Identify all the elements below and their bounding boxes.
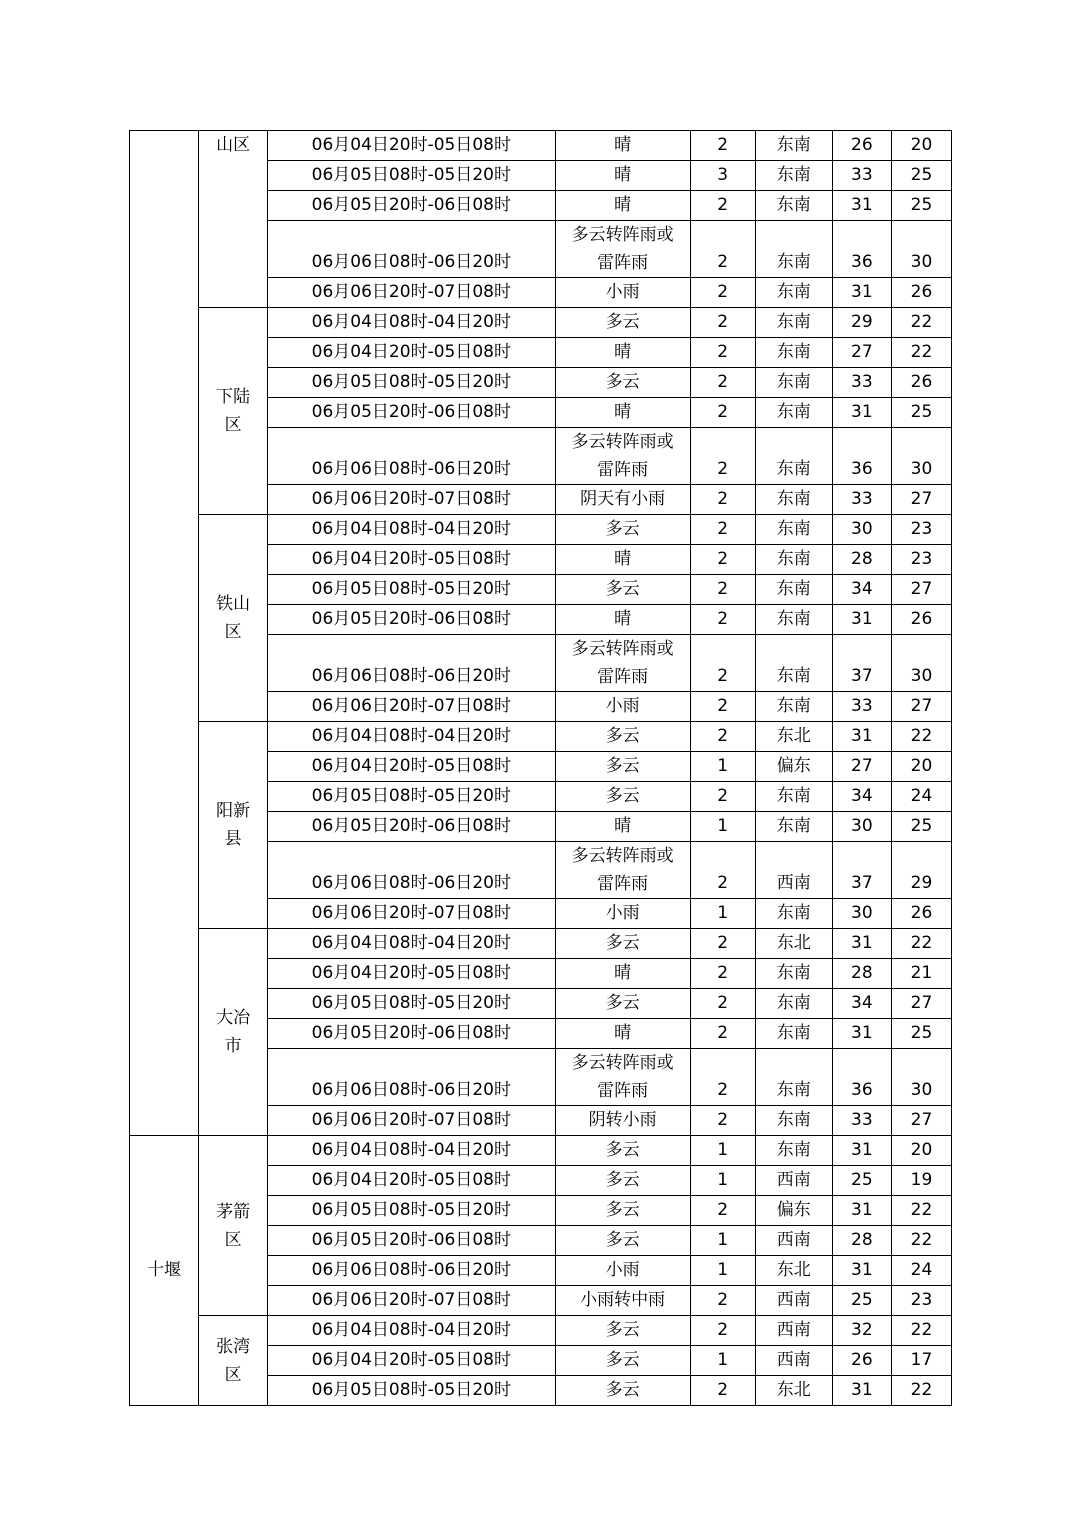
weather-cell [555, 1049, 690, 1106]
weather-cell: 晴 [555, 959, 690, 989]
time-period-cell: 06月04日20时-05日08时 [268, 1346, 555, 1376]
weather-label: 多云转阵雨或 [571, 639, 674, 659]
low-temp-cell: 27 [891, 989, 951, 1019]
weather-cell: 多云 [555, 1196, 690, 1226]
wind-direction-cell: 东南 [755, 959, 832, 989]
wind-direction-cell: 东南 [755, 161, 832, 191]
time-period-cell: 06月06日08时-06日20时 [268, 842, 555, 899]
high-temp-cell: 31 [832, 191, 891, 221]
time-period-cell: 06月04日08时-04日20时 [268, 1136, 555, 1166]
high-temp-cell: 29 [832, 308, 891, 338]
weather-cell: 晴 [555, 605, 690, 635]
weather-cell: 晴 [555, 545, 690, 575]
high-temp-cell: 26 [832, 1346, 891, 1376]
wind-level-cell: 1 [690, 1136, 755, 1166]
wind-level-cell: 2 [690, 1286, 755, 1316]
high-temp-cell: 37 [832, 635, 891, 692]
time-period-cell: 06月06日20时-07日08时 [268, 278, 555, 308]
high-temp-cell: 31 [832, 1256, 891, 1286]
district-label: 区 [224, 1229, 242, 1250]
time-period-cell: 06月05日20时-06日08时 [268, 1226, 555, 1256]
low-temp-cell: 27 [891, 692, 951, 722]
high-temp-cell: 31 [832, 1019, 891, 1049]
table-row [130, 308, 952, 338]
wind-direction-cell: 东南 [755, 635, 832, 692]
time-period-cell: 06月06日20时-07日08时 [268, 1106, 555, 1136]
high-temp-cell: 33 [832, 368, 891, 398]
high-temp-cell: 33 [832, 161, 891, 191]
low-temp-cell: 25 [891, 1019, 951, 1049]
wind-level-cell: 2 [690, 1376, 755, 1406]
time-period-cell: 06月04日08时-04日20时 [268, 308, 555, 338]
wind-level-cell: 2 [690, 1196, 755, 1226]
time-period-cell: 06月05日08时-05日20时 [268, 1196, 555, 1226]
time-period-cell: 06月06日08时-06日20时 [268, 635, 555, 692]
low-temp-cell: 23 [891, 545, 951, 575]
low-temp-cell: 30 [891, 635, 951, 692]
weather-label: 雷阵雨 [597, 1081, 649, 1101]
wind-level-cell: 2 [690, 692, 755, 722]
wind-level-cell: 2 [690, 221, 755, 278]
wind-level-cell: 2 [690, 1049, 755, 1106]
low-temp-cell: 29 [891, 842, 951, 899]
district-cell [199, 929, 268, 1136]
low-temp-cell: 22 [891, 338, 951, 368]
time-period-cell: 06月06日20时-07日08时 [268, 692, 555, 722]
wind-direction-cell: 东南 [755, 989, 832, 1019]
weather-cell: 多云 [555, 515, 690, 545]
wind-level-cell: 2 [690, 635, 755, 692]
low-temp-cell: 26 [891, 899, 951, 929]
forecast-table [129, 130, 952, 1406]
high-temp-cell: 30 [832, 899, 891, 929]
low-temp-cell: 30 [891, 1049, 951, 1106]
weather-label: 多云转阵雨或 [571, 432, 674, 452]
weather-cell: 小雨 [555, 278, 690, 308]
time-period-cell: 06月05日20时-06日08时 [268, 812, 555, 842]
wind-level-cell: 2 [690, 959, 755, 989]
wind-direction-cell: 东南 [755, 368, 832, 398]
time-period-cell: 06月04日20时-05日08时 [268, 752, 555, 782]
weather-cell [555, 842, 690, 899]
low-temp-cell: 22 [891, 1376, 951, 1406]
wind-direction-cell: 东南 [755, 545, 832, 575]
wind-direction-cell: 西南 [755, 1316, 832, 1346]
wind-direction-cell: 东北 [755, 1256, 832, 1286]
wind-direction-cell: 西南 [755, 1226, 832, 1256]
time-period-cell: 06月04日20时-05日08时 [268, 545, 555, 575]
wind-direction-cell: 西南 [755, 1166, 832, 1196]
high-temp-cell: 27 [832, 338, 891, 368]
time-period-cell: 06月05日20时-06日08时 [268, 1019, 555, 1049]
high-temp-cell: 34 [832, 575, 891, 605]
wind-direction-cell: 东南 [755, 1136, 832, 1166]
low-temp-cell: 26 [891, 278, 951, 308]
table-row [130, 131, 952, 161]
wind-direction-cell: 东南 [755, 1106, 832, 1136]
weather-cell: 多云 [555, 752, 690, 782]
weather-cell: 多云 [555, 1316, 690, 1346]
high-temp-cell: 36 [832, 428, 891, 485]
district-label: 市 [224, 1036, 242, 1056]
low-temp-cell: 20 [891, 752, 951, 782]
wind-level-cell: 2 [690, 782, 755, 812]
weather-cell [555, 635, 690, 692]
low-temp-cell: 24 [891, 1256, 951, 1286]
district-cell [199, 722, 268, 929]
weather-cell: 多云 [555, 1376, 690, 1406]
wind-direction-cell: 东南 [755, 191, 832, 221]
weather-label: 多云转阵雨或 [571, 846, 674, 866]
wind-direction-cell: 偏东 [755, 752, 832, 782]
low-temp-cell: 30 [891, 428, 951, 485]
wind-level-cell: 2 [690, 575, 755, 605]
weather-cell: 多云 [555, 368, 690, 398]
low-temp-cell: 20 [891, 131, 951, 161]
district-label: 区 [224, 415, 242, 435]
time-period-cell: 06月04日20时-05日08时 [268, 338, 555, 368]
low-temp-cell: 22 [891, 308, 951, 338]
low-temp-cell: 17 [891, 1346, 951, 1376]
low-temp-cell: 23 [891, 1286, 951, 1316]
weather-label: 雷阵雨 [597, 460, 649, 480]
weather-cell: 晴 [555, 398, 690, 428]
wind-direction-cell: 东南 [755, 131, 832, 161]
wind-direction-cell: 西南 [755, 842, 832, 899]
wind-direction-cell: 东南 [755, 1049, 832, 1106]
high-temp-cell: 31 [832, 1376, 891, 1406]
low-temp-cell: 23 [891, 515, 951, 545]
time-period-cell: 06月05日08时-05日20时 [268, 575, 555, 605]
high-temp-cell: 30 [832, 515, 891, 545]
wind-direction-cell: 东南 [755, 812, 832, 842]
weather-cell: 小雨转中雨 [555, 1286, 690, 1316]
time-period-cell: 06月06日08时-06日20时 [268, 221, 555, 278]
wind-direction-cell: 西南 [755, 1286, 832, 1316]
table-row [130, 929, 952, 959]
district-cell [199, 1136, 268, 1316]
district-label: 铁山 [216, 594, 251, 614]
district-cell [199, 515, 268, 722]
time-period-cell: 06月04日08时-04日20时 [268, 515, 555, 545]
wind-level-cell: 1 [690, 812, 755, 842]
wind-direction-cell: 东南 [755, 338, 832, 368]
table-row [130, 722, 952, 752]
wind-direction-cell: 东南 [755, 605, 832, 635]
wind-level-cell: 2 [690, 722, 755, 752]
high-temp-cell: 37 [832, 842, 891, 899]
high-temp-cell: 34 [832, 989, 891, 1019]
time-period-cell: 06月05日08时-05日20时 [268, 368, 555, 398]
weather-cell: 晴 [555, 812, 690, 842]
wind-level-cell: 2 [690, 428, 755, 485]
time-period-cell: 06月06日20时-07日08时 [268, 1286, 555, 1316]
wind-direction-cell: 东南 [755, 428, 832, 485]
wind-direction-cell: 东南 [755, 899, 832, 929]
wind-level-cell: 2 [690, 338, 755, 368]
district-label: 张湾 [216, 1336, 251, 1357]
high-temp-cell: 27 [832, 752, 891, 782]
wind-direction-cell: 东北 [755, 1376, 832, 1406]
low-temp-cell: 27 [891, 485, 951, 515]
high-temp-cell: 31 [832, 605, 891, 635]
district-label: 下陆 [216, 387, 251, 407]
time-period-cell: 06月05日20时-06日08时 [268, 398, 555, 428]
table-row [130, 515, 952, 545]
low-temp-cell: 27 [891, 575, 951, 605]
wind-direction-cell: 西南 [755, 1346, 832, 1376]
weather-cell: 小雨 [555, 1256, 690, 1286]
district-label: 阳新 [216, 801, 251, 821]
time-period-cell: 06月05日08时-05日20时 [268, 989, 555, 1019]
weather-cell: 阴天有小雨 [555, 485, 690, 515]
wind-level-cell: 1 [690, 1256, 755, 1286]
wind-level-cell: 2 [690, 1316, 755, 1346]
weather-label: 多云转阵雨或 [571, 225, 674, 245]
wind-direction-cell: 东南 [755, 692, 832, 722]
low-temp-cell: 26 [891, 368, 951, 398]
wind-direction-cell: 东南 [755, 221, 832, 278]
weather-cell: 小雨 [555, 899, 690, 929]
wind-level-cell: 2 [690, 131, 755, 161]
weather-cell: 多云 [555, 1346, 690, 1376]
low-temp-cell: 21 [891, 959, 951, 989]
district-label: 县 [224, 829, 242, 849]
low-temp-cell: 25 [891, 191, 951, 221]
time-period-cell: 06月06日08时-06日20时 [268, 428, 555, 485]
wind-level-cell: 1 [690, 1226, 755, 1256]
weather-cell [555, 221, 690, 278]
high-temp-cell: 36 [832, 1049, 891, 1106]
weather-cell: 多云 [555, 1166, 690, 1196]
wind-level-cell: 2 [690, 989, 755, 1019]
weather-cell: 多云 [555, 782, 690, 812]
wind-level-cell: 2 [690, 1019, 755, 1049]
low-temp-cell: 20 [891, 1136, 951, 1166]
wind-level-cell: 2 [690, 605, 755, 635]
wind-level-cell: 2 [690, 191, 755, 221]
time-period-cell: 06月04日08时-04日20时 [268, 1316, 555, 1346]
high-temp-cell: 36 [832, 221, 891, 278]
low-temp-cell: 22 [891, 1316, 951, 1346]
weather-cell: 晴 [555, 1019, 690, 1049]
district-cell [199, 308, 268, 515]
time-period-cell: 06月06日08时-06日20时 [268, 1049, 555, 1106]
wind-level-cell: 2 [690, 398, 755, 428]
table-row [130, 1316, 952, 1346]
high-temp-cell: 28 [832, 959, 891, 989]
high-temp-cell: 33 [832, 1106, 891, 1136]
low-temp-cell: 19 [891, 1166, 951, 1196]
weather-cell: 多云 [555, 989, 690, 1019]
wind-level-cell: 1 [690, 899, 755, 929]
low-temp-cell: 27 [891, 1106, 951, 1136]
weather-cell: 多云 [555, 722, 690, 752]
district-label: 区 [224, 622, 242, 642]
wind-level-cell: 1 [690, 1346, 755, 1376]
district-label: 区 [224, 1364, 242, 1385]
high-temp-cell: 31 [832, 398, 891, 428]
district-cell [199, 1316, 268, 1406]
time-period-cell: 06月06日20时-07日08时 [268, 899, 555, 929]
wind-direction-cell: 东南 [755, 575, 832, 605]
weather-cell: 阴转小雨 [555, 1106, 690, 1136]
district-cell: 山区 [199, 131, 268, 308]
weather-label: 雷阵雨 [597, 667, 649, 687]
weather-cell: 晴 [555, 161, 690, 191]
high-temp-cell: 26 [832, 131, 891, 161]
weather-cell: 多云 [555, 308, 690, 338]
high-temp-cell: 25 [832, 1166, 891, 1196]
weather-cell: 小雨 [555, 692, 690, 722]
time-period-cell: 06月05日20时-06日08时 [268, 605, 555, 635]
district-label: 大冶 [216, 1008, 251, 1028]
wind-level-cell: 2 [690, 929, 755, 959]
time-period-cell: 06月04日20时-05日08时 [268, 131, 555, 161]
time-period-cell: 06月06日20时-07日08时 [268, 485, 555, 515]
high-temp-cell: 33 [832, 485, 891, 515]
weather-label: 雷阵雨 [597, 253, 649, 273]
wind-level-cell: 2 [690, 842, 755, 899]
low-temp-cell: 24 [891, 782, 951, 812]
low-temp-cell: 22 [891, 722, 951, 752]
high-temp-cell: 28 [832, 545, 891, 575]
low-temp-cell: 25 [891, 398, 951, 428]
high-temp-cell: 34 [832, 782, 891, 812]
weather-label: 多云转阵雨或 [571, 1053, 674, 1073]
weather-cell: 晴 [555, 131, 690, 161]
wind-level-cell: 2 [690, 545, 755, 575]
wind-direction-cell: 东南 [755, 1019, 832, 1049]
wind-direction-cell: 东南 [755, 485, 832, 515]
time-period-cell: 06月05日08时-05日20时 [268, 161, 555, 191]
wind-direction-cell: 东南 [755, 308, 832, 338]
high-temp-cell: 31 [832, 278, 891, 308]
wind-level-cell: 2 [690, 308, 755, 338]
high-temp-cell: 31 [832, 722, 891, 752]
low-temp-cell: 22 [891, 1196, 951, 1226]
wind-direction-cell: 东南 [755, 398, 832, 428]
wind-direction-cell: 东南 [755, 782, 832, 812]
high-temp-cell: 31 [832, 1136, 891, 1166]
high-temp-cell: 32 [832, 1316, 891, 1346]
low-temp-cell: 25 [891, 812, 951, 842]
wind-direction-cell: 东北 [755, 929, 832, 959]
wind-direction-cell: 东南 [755, 278, 832, 308]
weather-cell: 晴 [555, 191, 690, 221]
wind-level-cell: 2 [690, 1106, 755, 1136]
high-temp-cell: 30 [832, 812, 891, 842]
wind-direction-cell: 东南 [755, 515, 832, 545]
time-period-cell: 06月06日08时-06日20时 [268, 1256, 555, 1286]
time-period-cell: 06月05日20时-06日08时 [268, 191, 555, 221]
high-temp-cell: 31 [832, 1196, 891, 1226]
low-temp-cell: 25 [891, 161, 951, 191]
weather-cell [555, 428, 690, 485]
low-temp-cell: 22 [891, 1226, 951, 1256]
wind-level-cell: 2 [690, 368, 755, 398]
table-row [130, 1136, 952, 1166]
time-period-cell: 06月04日08时-04日20时 [268, 929, 555, 959]
low-temp-cell: 30 [891, 221, 951, 278]
weather-cell: 晴 [555, 338, 690, 368]
high-temp-cell: 31 [832, 929, 891, 959]
wind-level-cell: 2 [690, 515, 755, 545]
district-label: 茅箭 [216, 1201, 251, 1222]
low-temp-cell: 22 [891, 929, 951, 959]
city-cell [130, 131, 199, 1136]
low-temp-cell: 26 [891, 605, 951, 635]
wind-level-cell: 2 [690, 485, 755, 515]
high-temp-cell: 28 [832, 1226, 891, 1256]
city-cell: 十堰 [130, 1136, 199, 1406]
wind-direction-cell: 东北 [755, 722, 832, 752]
wind-direction-cell: 偏东 [755, 1196, 832, 1226]
time-period-cell: 06月04日20时-05日08时 [268, 1166, 555, 1196]
weather-cell: 多云 [555, 1226, 690, 1256]
high-temp-cell: 33 [832, 692, 891, 722]
weather-cell: 多云 [555, 929, 690, 959]
wind-level-cell: 2 [690, 278, 755, 308]
time-period-cell: 06月04日20时-05日08时 [268, 959, 555, 989]
weather-cell: 多云 [555, 1136, 690, 1166]
high-temp-cell: 25 [832, 1286, 891, 1316]
wind-level-cell: 1 [690, 1166, 755, 1196]
time-period-cell: 06月05日08时-05日20时 [268, 782, 555, 812]
wind-level-cell: 1 [690, 752, 755, 782]
time-period-cell: 06月04日08时-04日20时 [268, 722, 555, 752]
wind-level-cell: 3 [690, 161, 755, 191]
time-period-cell: 06月05日08时-05日20时 [268, 1376, 555, 1406]
weather-label: 雷阵雨 [597, 874, 649, 894]
weather-cell: 多云 [555, 575, 690, 605]
